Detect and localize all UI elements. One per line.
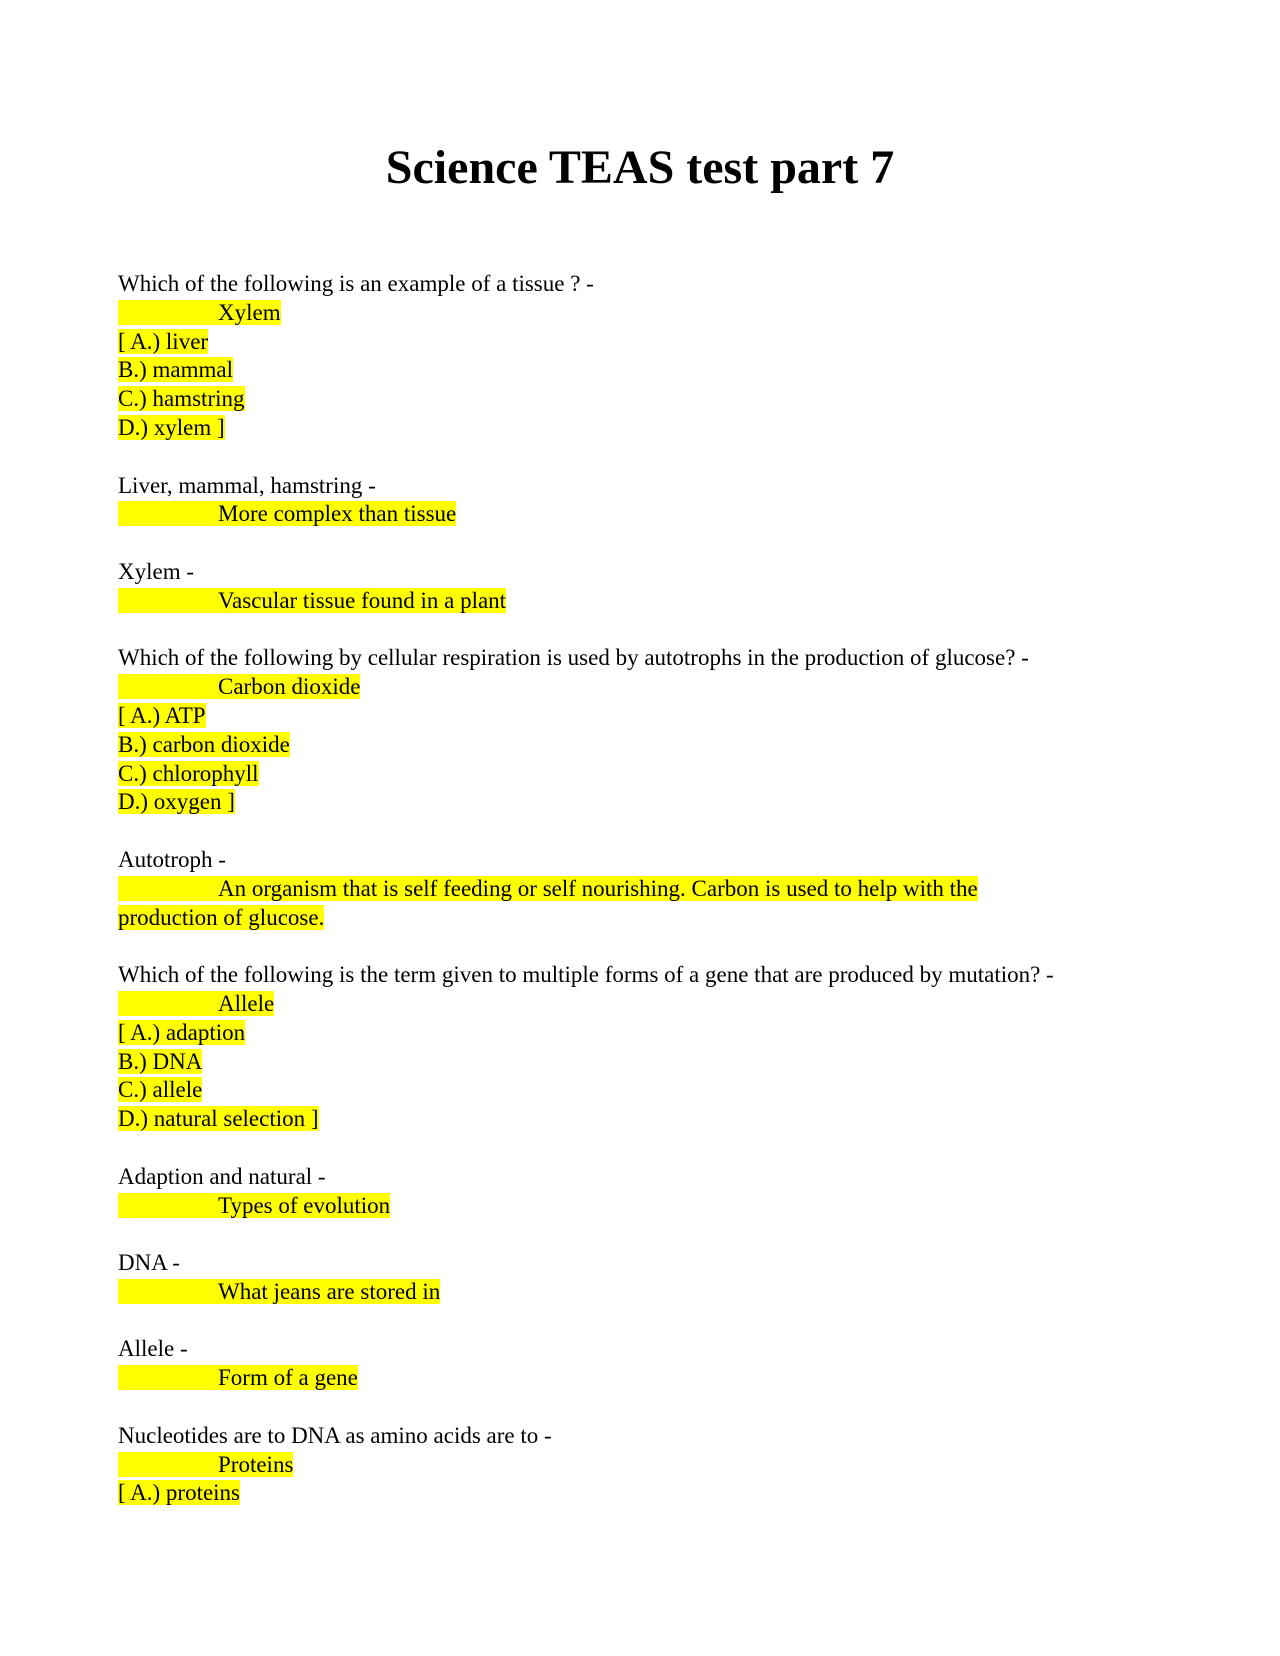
card-answer: Form of a gene: [218, 1365, 358, 1391]
card-choice: [ A.) proteins: [118, 1480, 241, 1506]
card-term: Which of the following by cellular respiration is used by autotrophs in the production of glucose? -: [118, 645, 1029, 671]
card-term: Allele -: [118, 1336, 188, 1362]
card-choice: [ A.) adaption: [118, 1019, 246, 1045]
card-term: Adaption and natural -: [118, 1163, 326, 1189]
card-answer: Proteins: [218, 1451, 294, 1477]
card-answer-highlight: [118, 300, 281, 325]
card-choice: B.) mammal: [118, 357, 233, 383]
flashcard: [118, 1335, 1178, 1393]
card-choice: B.) carbon dioxide: [118, 731, 290, 757]
flashcard: [118, 1249, 1178, 1307]
flashcard: [118, 1422, 1178, 1508]
card-answer-highlight: [118, 991, 274, 1016]
card-choice: D.) oxygen ]: [118, 789, 235, 815]
card-answer-highlight: [118, 501, 456, 526]
card-answer-continuation: production of glucose.: [118, 904, 325, 930]
card-term: Which of the following is the term given to multiple forms of a gene that are produced by mutation? -: [118, 962, 1054, 988]
flashcard: [118, 472, 1178, 530]
card-answer-highlight: [118, 1279, 440, 1304]
card-choice: D.) natural selection ]: [118, 1106, 319, 1132]
card-answer: Allele: [218, 990, 275, 1016]
card-choice: [ A.) liver: [118, 328, 209, 354]
card-answer: Types of evolution: [218, 1192, 391, 1218]
flashcard: [118, 961, 1178, 1134]
card-term: Which of the following is an example of a tissue ? -: [118, 271, 594, 296]
card-term: Autotroph -: [118, 846, 226, 872]
flashcard: [118, 558, 1178, 616]
card-answer-highlight: [118, 1193, 390, 1218]
card-choice: B.) DNA: [118, 1048, 203, 1074]
card-answer: More complex than tissue: [218, 501, 457, 527]
card-term: Liver, mammal, hamstring -: [118, 472, 376, 498]
page-title: Science TEAS test part 7: [385, 141, 895, 194]
card-choice: D.) xylem ]: [118, 414, 225, 440]
card-choice: C.) chlorophyll: [118, 760, 259, 786]
card-answer-highlight: [118, 1365, 358, 1390]
card-choice: [ A.) ATP: [118, 702, 206, 728]
card-choice: C.) hamstring: [118, 386, 245, 412]
card-answer: Carbon dioxide: [218, 674, 361, 700]
flashcard: [118, 644, 1178, 817]
card-answer-highlight: [118, 674, 360, 699]
card-answer-highlight: [118, 876, 978, 901]
flashcard: [118, 1163, 1178, 1221]
card-answer-highlight: [118, 588, 506, 613]
flashcard: [118, 270, 1178, 443]
card-choice: C.) allele: [118, 1077, 203, 1103]
card-answer: Xylem: [218, 299, 281, 325]
card-answer: What jeans are stored in: [218, 1278, 441, 1304]
document-body: [118, 270, 1178, 1537]
card-answer: Vascular tissue found in a plant: [218, 587, 507, 613]
card-term: Xylem -: [118, 558, 195, 584]
card-term: Nucleotides are to DNA as amino acids are to -: [118, 1422, 552, 1448]
card-answer-highlight: [118, 1452, 293, 1477]
flashcard: [118, 846, 1178, 932]
card-answer: An organism that is self feeding or self nourishing. Carbon is used to help with the: [218, 875, 978, 901]
card-term: DNA -: [118, 1250, 180, 1276]
